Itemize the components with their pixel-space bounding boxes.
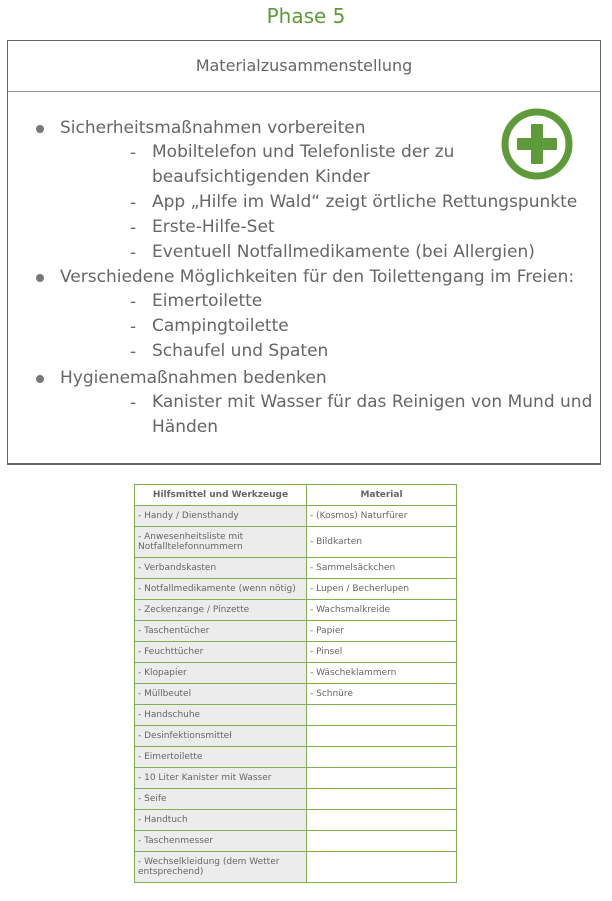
- table-row: [135, 852, 457, 883]
- dash-marker: -: [130, 218, 137, 238]
- table-cell: - Verbandskasten: [135, 558, 307, 579]
- table-row: [135, 527, 457, 558]
- table-cell: - Desinfektionsmittel: [135, 726, 307, 747]
- table-cell: - Schnüre: [307, 684, 457, 705]
- dash-marker: -: [130, 342, 137, 362]
- table-row: [135, 663, 457, 684]
- table-cell: - Papier: [307, 621, 457, 642]
- table-cell: - (Kosmos) Naturfürer: [307, 506, 457, 527]
- table-row: [135, 789, 457, 810]
- table-cell: [307, 705, 457, 726]
- table-row: [135, 600, 457, 621]
- dash-marker: -: [130, 193, 137, 213]
- sub-bullet-text: Mobiltelefon und Telefonliste der zu beaufsichtigenden Kinder: [152, 142, 455, 187]
- sub-bullet-text: Schaufel und Spaten: [152, 341, 329, 361]
- dash-marker: -: [130, 243, 137, 263]
- table-cell: [307, 747, 457, 768]
- table-cell: - Taschentücher: [135, 621, 307, 642]
- table-row: [135, 684, 457, 705]
- sub-bullet-text: App „Hilfe im Wald“ zeigt örtliche Rettungspunkte: [152, 192, 578, 212]
- table-row: [135, 831, 457, 852]
- table-row: [135, 506, 457, 527]
- table-cell: - Klopapier: [135, 663, 307, 684]
- table-row: [135, 705, 457, 726]
- table-row: [135, 621, 457, 642]
- table-cell: - Feuchttücher: [135, 642, 307, 663]
- bullet-dot-icon: [36, 375, 44, 383]
- bullet-text: Hygienemaßnahmen bedenken: [60, 368, 327, 388]
- table-cell: - Seife: [135, 789, 307, 810]
- table-header: Hilfsmittel und Werkzeuge: [135, 485, 307, 506]
- table-row: [135, 558, 457, 579]
- dash-marker: -: [130, 292, 137, 312]
- table-row: [135, 747, 457, 768]
- table-row: [135, 810, 457, 831]
- table-row: [135, 726, 457, 747]
- sub-bullet-text: Campingtoilette: [152, 316, 289, 336]
- table-row: [135, 579, 457, 600]
- table-cell: [307, 852, 457, 883]
- sub-bullet-text: Kanister mit Wasser für das Reinigen von Mund und Händen: [152, 392, 593, 437]
- dash-marker: -: [130, 393, 137, 413]
- sub-bullet-text: Erste-Hilfe-Set: [152, 217, 275, 237]
- box-title: Materialzusammenstellung: [8, 41, 600, 92]
- table-cell: - Anwesenheitsliste mit Notfalltelefonnummern: [135, 527, 307, 558]
- dash-marker: -: [130, 317, 137, 337]
- table-cell: - Wäscheklammern: [307, 663, 457, 684]
- bullet-text: Verschiedene Möglichkeiten für den Toilettengang im Freien:: [60, 267, 575, 287]
- table-cell: - Handy / Diensthandy: [135, 506, 307, 527]
- table-row: [135, 642, 457, 663]
- bullet-dot-icon: [36, 125, 44, 133]
- table-cell: - Pinsel: [307, 642, 457, 663]
- table-cell: - Eimertoilette: [135, 747, 307, 768]
- table-cell: [307, 768, 457, 789]
- table-header: Material: [307, 485, 457, 506]
- table-cell: - Notfallmedikamente (wenn nötig): [135, 579, 307, 600]
- bullet-dot-icon: [36, 274, 44, 282]
- table-cell: - Wachsmalkreide: [307, 600, 457, 621]
- dash-marker: -: [130, 143, 137, 163]
- table-cell: - Wechselkleidung (dem Wetter entsprechend): [135, 852, 307, 883]
- table-cell: [307, 726, 457, 747]
- sub-bullet-text: Eimertoilette: [152, 291, 263, 311]
- bullet-text: Sicherheitsmaßnahmen vorbereiten: [60, 118, 366, 138]
- page-title: Phase 5: [266, 4, 346, 28]
- table-cell: [307, 810, 457, 831]
- sub-bullet-text: Eventuell Notfallmedikamente (bei Allergien): [152, 242, 535, 262]
- table-cell: - Müllbeutel: [135, 684, 307, 705]
- table-cell: - Zeckenzange / Pinzette: [135, 600, 307, 621]
- table-cell: [307, 789, 457, 810]
- table-cell: - Handtuch: [135, 810, 307, 831]
- table-cell: - Handschuhe: [135, 705, 307, 726]
- table-cell: - Bildkarten: [307, 527, 457, 558]
- table-cell: - Lupen / Becherlupen: [307, 579, 457, 600]
- table-cell: - 10 Liter Kanister mit Wasser: [135, 768, 307, 789]
- table-cell: - Taschenmesser: [135, 831, 307, 852]
- table-cell: [307, 831, 457, 852]
- table-row: [135, 768, 457, 789]
- table-cell: - Sammelsäckchen: [307, 558, 457, 579]
- material-table: [134, 484, 457, 883]
